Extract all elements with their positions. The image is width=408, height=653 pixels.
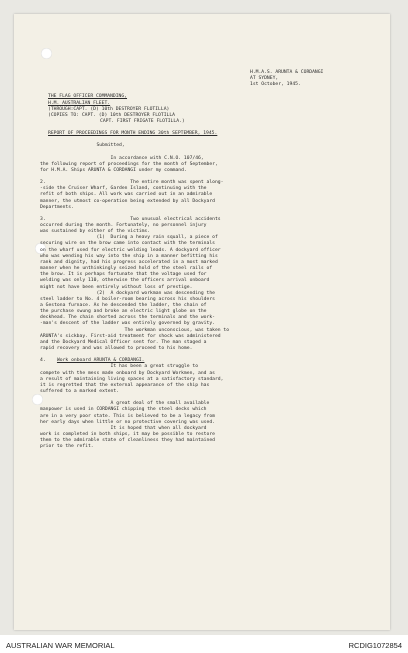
text-line: It is hoped that when all dockyard: [40, 425, 207, 431]
text-line: (2) A dockyard workman was descending the: [40, 290, 215, 296]
text-line: the purchase swung and broke an electric light globe on the: [40, 309, 207, 315]
addressee-block: [40, 94, 365, 125]
section-number: 4.: [40, 358, 46, 364]
section-title: Work onboard ARUNTA & CORDANGI.: [56, 358, 145, 364]
text-line: 2. The entire month was spent along-: [40, 180, 224, 186]
text-line: deckhead. The chain shorted across the terminals and the work-: [40, 315, 215, 321]
text-line: suffered to a marked extent.: [40, 389, 120, 395]
subject-heading: REPORT OF PROCEEDINGS FOR MONTH ENDING 30th SEPTEMBER, 1945.: [48, 131, 218, 137]
text-line: A great deal of the small available: [40, 401, 210, 407]
addressee-line: H.M. AUSTRALIAN FLEET.: [48, 100, 111, 106]
text-line: work is completed in both ships, it may be possible to restore: [40, 431, 215, 437]
text-line: who was wending his way into the ship in a manner befitting his: [40, 253, 218, 259]
document-text: [40, 70, 365, 450]
text-line: are in a very poor state. This is believed to be a legacy from: [40, 413, 215, 419]
text-line: Submitted,: [40, 143, 125, 149]
text-line: was sustained by either of the victims.: [40, 229, 151, 235]
punch-hole: [41, 48, 52, 59]
text-line: ARUNTA's sickbay. First-aid treatment for shock was administered: [40, 333, 221, 339]
archive-footer: [0, 637, 408, 653]
header-place: AT SYDNEY,: [250, 76, 279, 82]
text-line: steel ladder to No. 4 boiler-room bearing across his shoulders: [40, 296, 215, 302]
section4-paragraphs: [40, 364, 365, 450]
text-line: manner when he unthinkingly seized hold of the steel rails of: [40, 266, 213, 272]
text-line: a result of maintaining living spaces at a satisfactory standard,: [40, 376, 224, 382]
text-line: manner, the utmost co-operation being extended by all Dockyard: [40, 198, 215, 204]
text-line: the following report of proceedings for the month of September,: [40, 161, 218, 167]
text-line: securing wire on the brow came into contact with the terminals: [40, 241, 215, 247]
footer-id: RCDIG1072854: [348, 641, 402, 650]
text-line: might not have been entirely without loss of prestige.: [40, 284, 193, 290]
addressee-line: CAPT. FIRST FRIGATE FLOTILLA.): [100, 119, 185, 125]
text-line: refit of both ships. All work was carried out in an admirable: [40, 192, 213, 198]
text-line: for H.M.A. Ships ARUNTA & CORDANGI under my command.: [40, 167, 187, 173]
text-line: -man's descent of the ladder was entirely governed by gravity.: [40, 321, 215, 327]
text-line: The workman unconscious, was taken to: [40, 327, 230, 333]
text-line: manpower is used in CORDANGI chipping the steel decks which: [40, 407, 207, 413]
text-line: her early days when little or no protective covering was used.: [40, 419, 215, 425]
text-line: occurred during the month. Fortunately, no personnel injury: [40, 222, 207, 228]
text-line: It has been a great struggle to: [40, 364, 199, 370]
text-line: a Gestona furnace. As he descended the ladder, the chain of: [40, 303, 207, 308]
text-line: 3. Two unusual electrical accidents: [40, 216, 221, 222]
text-line: it is regretted that the external appearance of the ship has: [40, 382, 210, 388]
text-line: rank and dignity, had his progress accelerated in a most marked: [40, 259, 218, 265]
footer-source: AUSTRALIAN WAR MEMORIAL: [6, 641, 115, 650]
text-line: and the Dockyard Medical Officer sent for. The man staged a: [40, 339, 207, 345]
body-paragraphs: [40, 143, 365, 352]
header-date: 1st October, 1945.: [250, 82, 301, 88]
text-line: them to the admirable state of cleanliness they had maintained: [40, 438, 215, 444]
text-line: on the wharf used for electric welding leads. A dockyard officer: [40, 247, 221, 253]
text-line: welding was only 110, otherwise the officers arrival onboard: [40, 278, 210, 284]
text-line: (1) During a heavy rain squall, a piece of: [40, 235, 218, 241]
addressee-line: (THROUGH:CAPT. (D) 10th DESTROYER FLOTILLA): [48, 106, 170, 112]
text-line: -side the Cruiser Wharf, Garden Island, continuing with the: [40, 186, 207, 192]
header-ship: H.M.A.S. ARUNTA & CORDANGI: [250, 70, 324, 75]
addressee-line: (COPIES TO: CAPT. (D) 10th DESTROYER FLOTILLA: [48, 112, 175, 118]
text-line: Departments.: [40, 204, 74, 210]
text-line: the brow. It is perhaps fortunate that the voltage used for: [40, 272, 207, 278]
text-line: compete with the mess made onboard by Dockyard Workmen, and as: [40, 370, 215, 376]
text-line: rapid recovery and was allowed to proceed to his home.: [40, 346, 193, 352]
text-line: In accordance with C.N.O. 107/46,: [40, 155, 204, 161]
text-line: prior to the refit.: [40, 444, 94, 450]
addressee-line: THE FLAG OFFICER COMMANDING,: [48, 94, 128, 100]
letter-header: [250, 70, 365, 88]
